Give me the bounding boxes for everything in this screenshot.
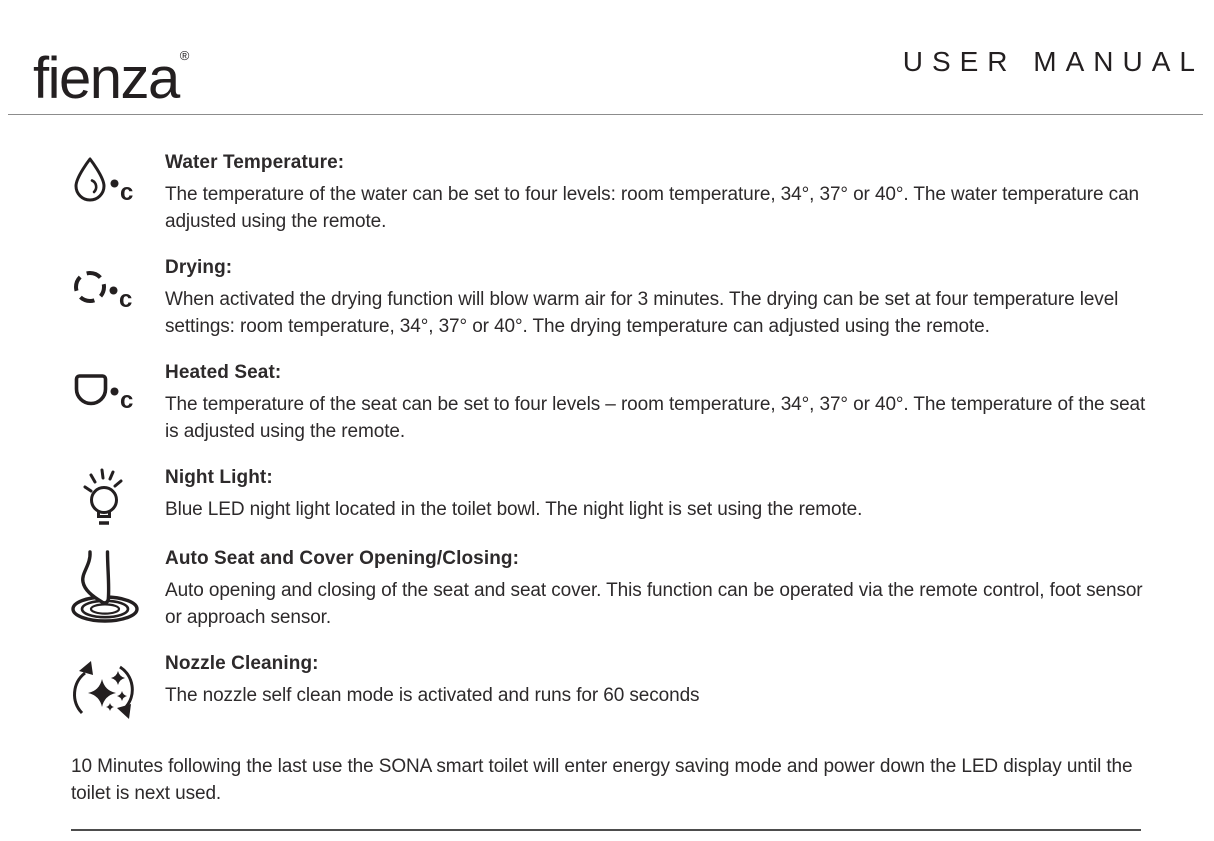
feature-title: Auto Seat and Cover Opening/Closing:	[165, 548, 520, 569]
celsius-label: c	[118, 286, 132, 313]
drying-icon	[58, 255, 165, 340]
feature-body: Blue LED night light located in the toilet bowl. The night light is set using the remote.	[165, 499, 863, 520]
feature-list	[0, 150, 1214, 741]
celsius-label: c	[119, 387, 133, 414]
auto-seat-cover-icon	[58, 546, 165, 631]
fienza-logo	[33, 26, 189, 109]
feature-title: Nozzle Cleaning:	[165, 653, 319, 674]
feature-title: Heated Seat:	[165, 362, 282, 383]
feature-body: The temperature of the water can be set to four levels: room temperature, 34°, 37° or 40°. The water temperature can adjusted using the remote.	[165, 184, 1140, 232]
feature-title: Drying:	[165, 257, 233, 278]
page-title: USER MANUAL	[902, 46, 1204, 77]
feature-body: The nozzle self clean mode is activated and runs for 60 seconds	[165, 685, 700, 706]
fienza-logo-text: fienza	[33, 46, 179, 111]
heated-seat-icon	[58, 360, 165, 445]
header-divider	[8, 114, 1203, 115]
registered-trademark: ®	[179, 48, 190, 63]
feature-title: Night Light:	[165, 467, 273, 488]
nozzle-cleaning-icon	[58, 651, 165, 721]
section-nozzle-cleaning	[0, 651, 1214, 721]
section-drying	[0, 255, 1214, 340]
section-water-temperature	[0, 150, 1214, 235]
feature-title: Water Temperature:	[165, 152, 345, 173]
section-heated-seat	[0, 360, 1214, 445]
night-light-icon	[58, 465, 165, 526]
water-temperature-icon	[58, 150, 165, 235]
footer-divider	[71, 829, 1141, 831]
section-auto-seat-cover	[0, 546, 1214, 631]
feature-body: The temperature of the seat can be set to four levels – room temperature, 34°, 37° or 40°. The temperature of the seat is adjusted using the remote.	[165, 394, 1146, 442]
energy-saving-note: 10 Minutes following the last use the SONA smart toilet will enter energy saving mode and power down the LED display until the toilet is next used.	[71, 756, 1133, 804]
feature-body: When activated the drying function will blow warm air for 3 minutes. The drying can be set at four temperature level settings: room temperature, 34°, 37° or 40°. The drying temperature can adjusted using the remote.	[165, 289, 1119, 337]
celsius-label: c	[119, 179, 133, 206]
feature-body: Auto opening and closing of the seat and seat cover. This function can be operated via the remote control, foot sensor or approach sensor.	[165, 580, 1143, 628]
section-night-light	[0, 465, 1214, 526]
